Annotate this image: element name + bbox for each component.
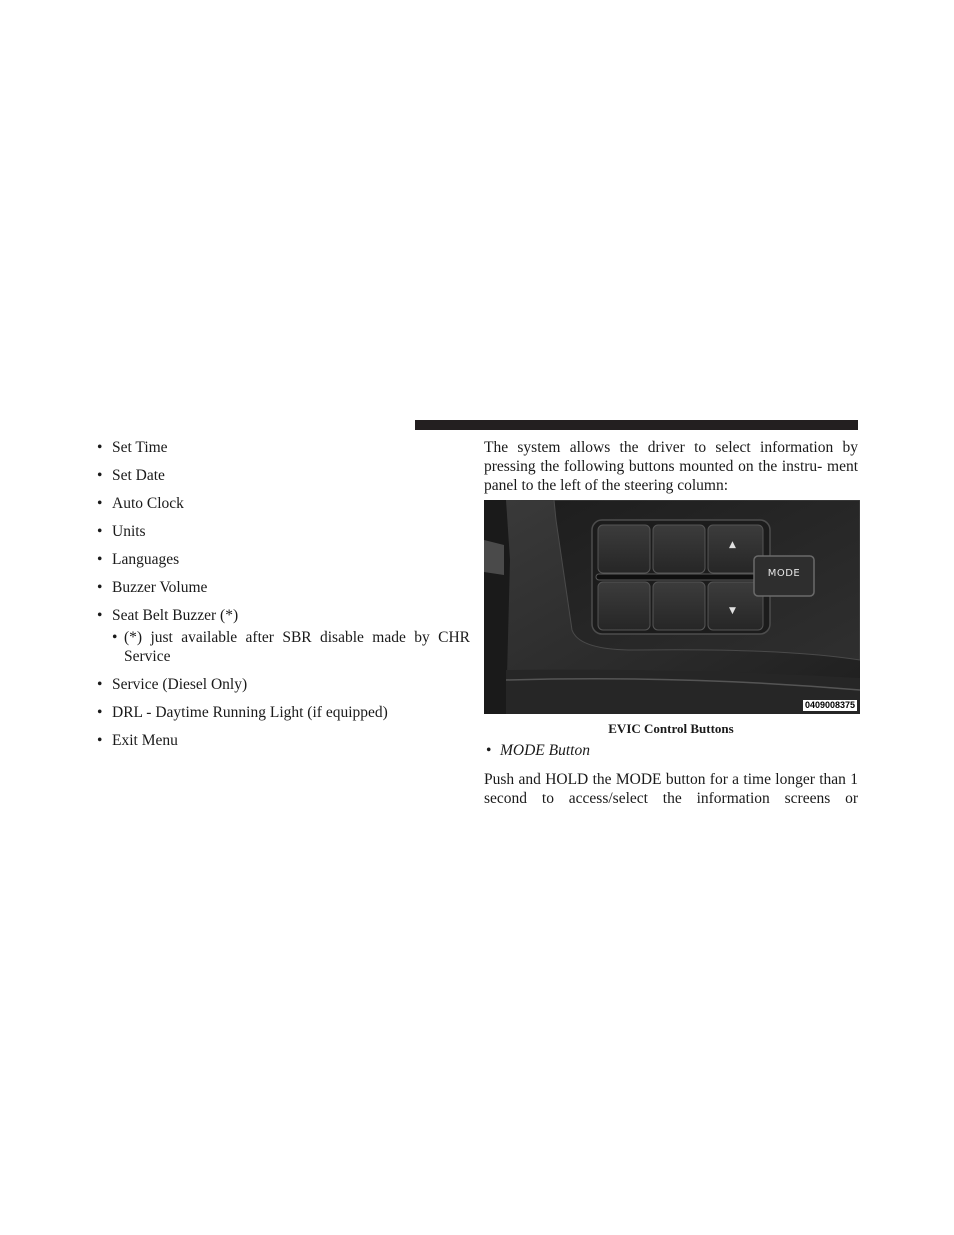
bullet-icon: •	[97, 579, 103, 596]
menu-item-label: Set Time	[112, 439, 168, 456]
seat-belt-sub-note	[112, 628, 470, 666]
bullet-icon: •	[97, 607, 103, 624]
setup-menu-column	[96, 438, 470, 759]
down-arrow-icon: ▼	[729, 606, 736, 616]
bullet-icon: •	[97, 523, 103, 540]
menu-item-auto-clock	[96, 494, 470, 513]
evic-control-buttons-figure	[484, 500, 860, 714]
menu-item-label: Exit Menu	[112, 732, 178, 749]
menu-item-label: Buzzer Volume	[112, 579, 208, 596]
description-column	[484, 438, 858, 808]
mode-button-label: MODE	[767, 568, 801, 579]
evic-panel-illustration	[484, 500, 860, 714]
bullet-icon: •	[97, 551, 103, 568]
figure-caption: EVIC Control Buttons	[608, 721, 734, 736]
menu-item-label: Set Date	[112, 467, 165, 484]
bullet-icon: •	[97, 495, 103, 512]
menu-item-service	[96, 675, 470, 694]
menu-item-label: Auto Clock	[112, 495, 184, 512]
bullet-icon: •	[486, 742, 492, 759]
mode-button-heading	[484, 741, 858, 760]
bullet-icon: •	[97, 676, 103, 693]
menu-item-exit-menu	[96, 731, 470, 750]
menu-item-drl	[96, 703, 470, 722]
menu-item-label: Seat Belt Buzzer (*)	[112, 607, 239, 624]
menu-item-set-time	[96, 438, 470, 457]
figure-id-label: 0409008375	[804, 700, 855, 710]
bullet-icon: •	[97, 439, 103, 456]
bullet-icon: •	[97, 704, 103, 721]
menu-item-set-date	[96, 466, 470, 485]
mode-paragraph: Push and HOLD the MODE button for a time longer than 1 second to access/select the information screens or	[484, 771, 858, 807]
menu-item-label: DRL - Daytime Running Light (if equipped)	[112, 704, 388, 721]
menu-item-languages	[96, 550, 470, 569]
seat-belt-sub-list	[112, 628, 470, 666]
menu-item-buzzer-volume	[96, 578, 470, 597]
menu-item-seat-belt-buzzer	[96, 606, 470, 666]
up-arrow-icon: ▲	[729, 540, 736, 550]
bullet-icon: •	[112, 629, 118, 646]
bullet-icon: •	[97, 732, 103, 749]
intro-paragraph: The system allows the driver to select information by pressing the following buttons mounted on the instru- ment panel to the left of the steering column:	[484, 439, 858, 494]
menu-item-label: Service (Diesel Only)	[112, 676, 248, 693]
mode-heading-text: MODE Button	[500, 742, 590, 759]
sub-note-text: (*) just available after SBR disable made by CHR Service	[124, 629, 470, 665]
setup-menu-list	[96, 438, 470, 750]
menu-item-units	[96, 522, 470, 541]
menu-item-label: Units	[112, 523, 146, 540]
section-header-bar	[415, 420, 858, 430]
bullet-icon: •	[97, 467, 103, 484]
menu-item-label: Languages	[112, 551, 180, 568]
